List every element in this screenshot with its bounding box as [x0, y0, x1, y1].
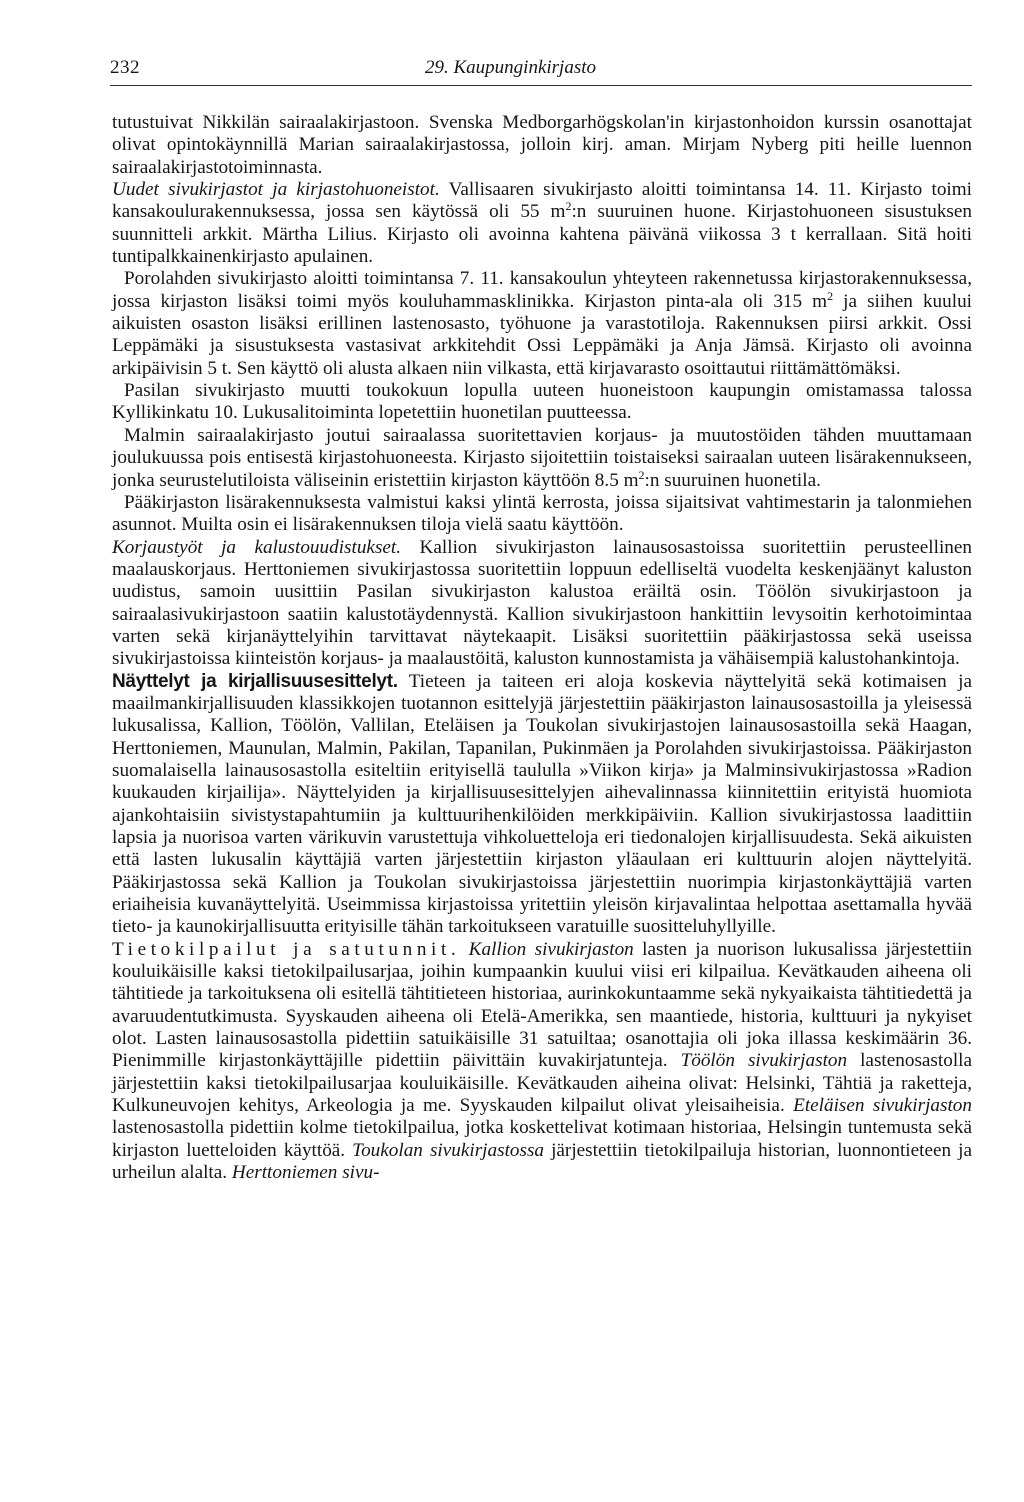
paragraph-text: Pääkirjaston lisärakennuksesta valmistui kaksi ylintä kerrosta, joissa sijaitsivat vahtimestarin ja talonmiehen asunnot. Muilta osin ei lisärakennuksen tiloja vielä saatu käyttöön.	[112, 491, 972, 536]
paragraph-text: lasten ja nuorison lukusalissa järjestettiin kouluikäisille kaksi tietokilpailusarjaa, joihin kumpaankin kuului viisi eri kilpailua. Kevätkauden aiheena oli tähtitiede ja tarkoituksena oli esitellä tähtitieteen historiaa, aurinkokuntaamme sekä nykyaikaista tähtitiedettä ja avaruudentutkimusta. Syyskauden aiheena oli Etelä-Amerikka, sen maantiede, historia, kulttuuri ja nykyiset olot. Lasten lainausosastolla pidettiin satuikäisille 31 satuiltaa; osanottajia oli joka illassa keskimäärin 36. Pienimmille kirjastonkäyttäjille pidettiin päivittäin kuvakirjatunteja.	[112, 938, 972, 1072]
paragraph-text: :n suuruinen huonetila.	[644, 469, 821, 491]
body-text	[112, 112, 972, 1185]
paragraph	[112, 268, 972, 380]
paragraph-text: Kallion sivukirjaston lainausosastoissa suoritettiin perusteellinen maalauskorjaus. Herttoniemen sivukirjastossa suoritettiin loppuun edelliseltä vuodelta keskenjäänyt kaluston uudistus, samoin uusittiin Pasilan sivukirjaston kalustoa eräiltä osin. Töölön sivukirjastoon ja sairaalasivukirjastoon saatiin kalustotäydennystä. Kallion sivukirjastoon hankittiin levysoitin kerhotoimintaa varten sekä kirjanäyttelyihin tarvittavat näytekaapit. Lisäksi suoritettiin pääkirjastossa sekä useissa sivukirjastoissa kiinteistön korjaus- ja maalaustöitä, kaluston kunnostamista ja vähäisempiä kalustohankintoja.	[112, 536, 972, 670]
section-heading: Korjaustyöt ja kalustouudistukset.	[112, 536, 402, 558]
paragraph-text: Porolahden sivukirjasto aloitti toimintansa 7. 11. kansakoulun yhteyteen rakennetussa kirjastorakennuksessa, jossa kirjaston lisäksi toimi myös kouluhammasklinikka. Kirjaston pinta-ala oli 315 m	[112, 268, 972, 312]
paragraph-text: lastenosastolla pidettiin kolme tietokilpailua, jotka koskettelivat kotimaan historiaa, Helsingin tuntemusta sekä kirjaston luetteloiden käyttöä.	[112, 1117, 972, 1161]
paragraph-text: Tieteen ja taiteen eri aloja koskevia näyttelyitä sekä kotimaisen ja maailmankirjallisuuden klassikkojen tuotannon esittelyjä järjestettiin pääkirjaston lainausosastoilla ja yleisessä lukusalissa, Kallion, Töölön, Vallilan, Eteläisen ja Toukolan sivukirjastojen lainausosastoilla sekä Haagan, Herttoniemen, Maunulan, Malmin, Pakilan, Tapanilan, Pukinmäen ja Porolahden sivukirjastoissa. Pääkirjaston suomalaisella lainausosastolla esiteltiin erityisellä taululla »Viikon kirja» ja Malminsivukirjastossa »Radion kuukauden kirjailija». Näyttelyiden ja kirjallisuusesittelyjen aihevalinnassa kiinnitettiin erityistä huomiota ajankohtaisiin sivistystapahtumiin ja kulttuurihenkilöiden merkkipäiviin. Kallion sivukirjastossa laadittiin lapsia ja nuorisoa varten värikuvin varustettuja vihkoluetteloja eri tiedonalojen kirjallisuudesta. Sekä aikuisten että lasten lukusalin käyttäjiä varten järjestettiin kirjaston yläaulaan eri kulttuurin alojen näyttelyitä. Pääkirjastossa sekä Kallion ja Toukolan sivukirjastoissa järjestettiin nuorimpia kirjastonkäyttäjiä varten eriaiheisia kuvanäyttelyitä. Useimmissa kirjastoissa yritettiin yleisön kirjavalintaa helpottaa asettamalla hyvää tieto- ja kaunokirjallisuutta erityisille tähän tarkoitukseen varatuille suositteluhyllyille.	[112, 670, 972, 938]
library-name: Toukolan sivukirjastossa	[352, 1139, 545, 1161]
paragraph	[112, 671, 972, 939]
header-rule	[110, 85, 972, 86]
paragraph-text: järjestettiin tietokilpailuja historian, luonnontieteen ja urheilun alalta.	[112, 1139, 973, 1184]
paragraph-text: lastenosastolla järjestettiin kaksi tietokilpailusarjaa kouluikäisille. Kevätkauden aiheina olivat: Helsinki, Tähtiä ja raketteja, Kulkuneuvojen kehitys, Arkeologia ja me. Syyskauden kilpailut olivat yleisaiheisia.	[112, 1050, 972, 1117]
section-heading: Näyttelyt ja kirjallisuusesittelyt.	[112, 670, 398, 692]
superscript: 2	[565, 199, 572, 214]
section-heading: Tietokilpailut ja satutunnit.	[112, 938, 461, 960]
paragraph-text: Vallisaaren sivukirjasto aloitti toimintansa 14. 11. Kirjasto toimi kansakoulurakennuksessa, jossa sen käytössä oli 55 m	[112, 179, 972, 223]
library-name: Töölön sivukirjaston	[680, 1050, 848, 1072]
library-name: Kallion sivukirjaston	[468, 938, 634, 960]
paragraph	[112, 112, 972, 179]
paragraph	[112, 179, 972, 268]
paragraph-text: tutustuivat Nikkilän sairaalakirjastoon. Svenska Medborgarhögskolan'in kirjastonhoidon kurssin osanottajat olivat opintokäynnillä Marian sairaalakirjastossa, jolloin kirj. aman. Mirjam Nyberg piti heille luennon sairaalakirjastotoiminnasta.	[112, 112, 972, 178]
paragraph-text: :n suuruinen huone. Kirjastohuoneen sisustuksen suunnitteli arkkit. Märtha Lilius. Kirjasto oli avoinna kahtena päivänä viikossa 3 t kerrallaan. Sitä hoiti tuntipalkkainenkirjasto apulainen.	[112, 201, 972, 268]
running-head: 29. Kaupunginkirjasto	[425, 57, 597, 78]
library-name: Herttoniemen sivu-	[231, 1162, 380, 1184]
paragraph-text: Pasilan sivukirjasto muutti toukokuun lopulla uuteen huoneistoon kaupungin omistamassa talossa Kyllikinkatu 10. Lukusalitoiminta lopetettiin huonetilan puutteessa.	[112, 380, 972, 424]
paragraph	[112, 492, 972, 537]
page-number: 232	[110, 57, 140, 78]
paragraph	[112, 380, 972, 425]
paragraph	[112, 939, 972, 1185]
section-heading: Uudet sivukirjastot ja kirjastohuoneistot.	[112, 179, 440, 201]
page-header	[110, 55, 972, 89]
library-name: Eteläisen sivukirjaston	[793, 1095, 972, 1117]
paragraph	[112, 537, 972, 671]
paragraph	[112, 425, 972, 492]
paragraph-text: ja siihen kuului aikuisten osaston lisäksi erillinen lastenosasto, työhuone ja varastotiloja. Rakennuksen piirsi arkkit. Ossi Leppämäki ja sisustuksesta vastasivat arkkitehdit Ossi Leppämäki ja Anja Jämsä. Kirjasto oli avoinna arkipäivisin 5 t. Sen käyttö oli alusta alkaen niin vilkasta, että kirjavarasto osoittautui riittämättömäksi.	[112, 290, 972, 379]
paragraph-text: Malmin sairaalakirjasto joutui sairaalassa suoritettavien korjaus- ja muutostöiden tähden muuttamaan joulukuussa pois entisestä kirjastohuoneesta. Kirjasto sijoitettiin toistaiseksi sairaalan uuteen lisärakennukseen, jonka seurustelutiloista väliseinin eristettiin kirjaston käyttöön 8.5 m	[112, 424, 972, 491]
superscript: 2	[638, 467, 645, 482]
superscript: 2	[827, 288, 834, 303]
